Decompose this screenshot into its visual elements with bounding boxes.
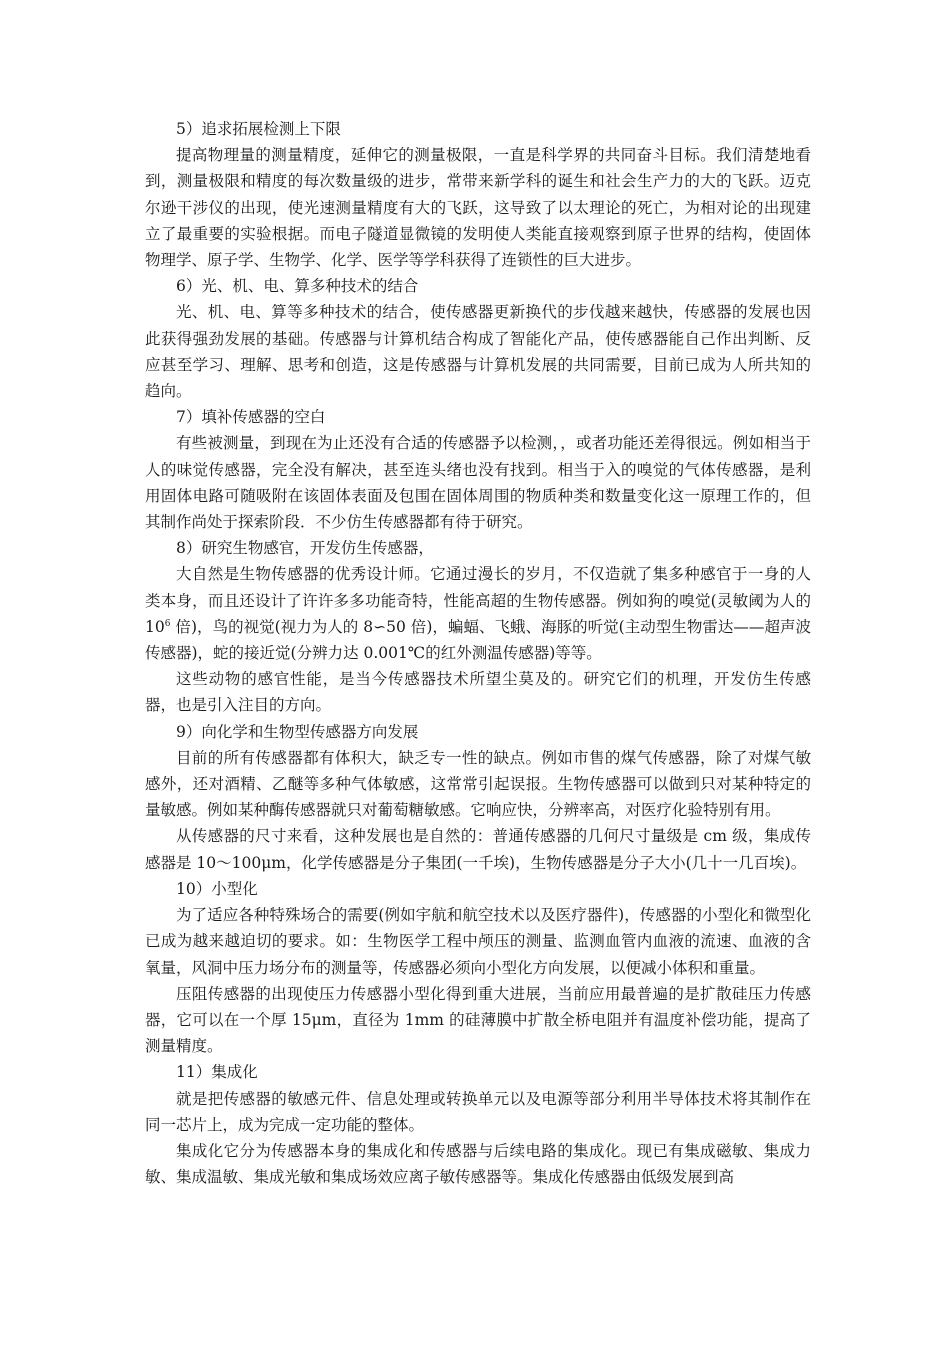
section-heading-11: 11）集成化 [176,1063,258,1082]
paragraph-text: 倍)，鸟的视觉(视力为人的 8∽50 倍)，蝙蝠、飞蛾、海豚的听觉(主动型生物雷达——超声波传感器)，蛇的接近觉(分辨力达 0.001℃的红外测温传感器)等等。 [145,617,811,663]
section-heading-7: 7）填补传感器的空白 [176,408,326,427]
superscript: 6 [164,618,171,629]
paragraph: 提高物理量的测量精度，延伸它的测量极限，一直是科学界的共同奋斗目标。我们清楚地看到，测量极限和精度的每次数量级的进步，常带来新学科的诞生和社会生产力的大的飞跃。迈克尔逊干涉仪的出现，使光速测量精度有大的飞跃，这导致了以太理论的死亡，为相对论的出现建立了最重要的实验根据。而电子隧道显微镜的发明使人类能直接观察到原子世界的结构，使固体物理学、原子学、生物学、化学、医学等学科获得了连锁性的巨大进步。 [145,146,811,270]
paragraph: 光、机、电、算等多种技术的结合，使传感器更新换代的步伐越来越快，传感器的发展也因此获得强劲发展的基础。传感器与计算机结合构成了智能化产品，使传感器能自己作出判断、反应甚至学习、理解、思考和创造，这是传感器与计算机发展的共同需要，目前已成为人所共知的趋向。 [145,303,811,401]
paragraph: 集成化它分为传感器本身的集成化和传感器与后续电路的集成化。现已有集成磁敏、集成力敏、集成温敏、集成光敏和集成场效应离子敏传感器等。集成化传感器由低级发展到高 [145,1141,811,1187]
section-heading-9: 9）向化学和生物型传感器方向发展 [176,722,419,741]
paragraph: 目前的所有传感器都有体积大，缺乏专一性的缺点。例如市售的煤气传感器，除了对煤气敏感外，还对酒精、乙醚等多种气体敏感，这常常引起误报。生物传感器可以做到只对某种特定的量敏感。例如某种酶传感器就只对葡萄糖敏感。它响应快，分辨率高，对医疗化验特别有用。 [145,748,811,820]
paragraph: 压阻传感器的出现使压力传感器小型化得到重大进展，当前应用最普遍的是扩散硅压力传感器，它可以在一个厚 15μm，直径为 1mm 的硅薄膜中扩散全桥电阻并有温度补偿功能，提高了测量精度。 [145,984,811,1056]
paragraph: 有些被测量，到现在为止还没有合适的传感器予以检测，，或者功能还差得很远。例如相当于人的味觉传感器，完全没有解决，甚至连头绪也没有找到。相当于入的嗅觉的气体传感器，是利用固体电路可随吸附在该固体表面及包围在固体周围的物质种类和数量变化这一原理工作的，但其制作尚处于探索阶段．不少仿生传感器都有待于研究。 [145,434,811,532]
section-heading-5: 5）追求拓展检测上下限 [176,120,341,138]
section-heading-6: 6）光、机、电、算多种技术的结合 [176,277,419,296]
document-page [145,116,811,1190]
paragraph: 从传感器的尺寸来看，这种发展也是自然的：普通传感器的几何尺寸量级是 cm 级，集成传感器是 10～100μm，化学传感器是分子集团(一千埃)，生物传感器是分子大小(几十一几百埃)。 [145,827,811,872]
paragraph: 就是把传感器的敏感元件、信息处理或转换单元以及电源等部分利用半导体技术将其制作在同一芯片上，成为完成一定功能的整体。 [145,1089,811,1134]
paragraph-text: 大自然是生物传感器的优秀设计师。它通过漫长的岁月，不仅造就了集多种感官于一身的人类本身，而且还设计了许许多多功能奇特，性能高超的生物传感器。例如狗的嗅觉(灵敏阈为人的 10 [145,565,811,636]
paragraph: 这些动物的感官性能，是当今传感器技术所望尘莫及的。研究它们的机理，开发仿生传感器，也是引入注目的方向。 [145,670,811,715]
paragraph [145,561,811,666]
paragraph: 为了适应各种特殊场合的需要(例如宇航和航空技术以及医疗器件)，传感器的小型化和微型化已成为越来越迫切的要求。如：生物医学工程中颅压的测量、监测血管内血液的流速、血液的含氧量，风洞中压力场分布的测量等，传感器必须向小型化方向发展，以便减小体积和重量。 [145,906,811,977]
section-heading-8: 8）研究生物感官，开发仿生传感器， [176,539,434,558]
section-heading-10: 10）小型化 [176,879,258,898]
